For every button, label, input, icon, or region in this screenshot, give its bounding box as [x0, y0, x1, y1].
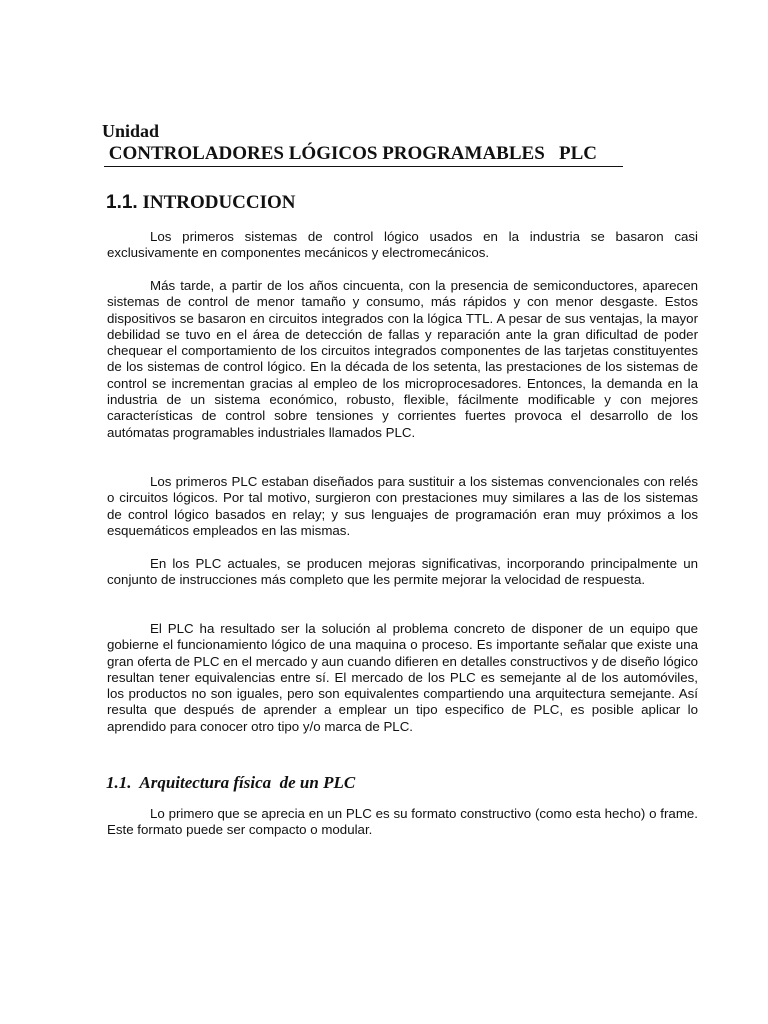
section-heading-introduccion — [106, 191, 296, 215]
section-heading-arquitectura: 1.1. Arquitectura física de un PLC — [106, 773, 356, 792]
paragraph-2: Más tarde, a partir de los años cincuenta, con la presencia de semiconductores, aparecen sistemas de control de menor tamaño y consumo, más rápidos y con menor desgaste. Estos dispositivos se basaron en circuitos integrados con la lógica TTL. A pesar de sus ventajas, la mayor debilidad se tuvo en el área de detección de fallas y reparación ante la gran dificultad de poder chequear el comportamiento de los circuitos integrados componentes de las tarjetas constituyentes de los sistemas de control lógico. En la década de los setenta, las prestaciones de los sistemas de control se incrementan gracias al empleo de los microprocesadores. Entonces, la demanda en la industria de un sistema económico, robusto, flexible, fácilmente modificable y con mejores características de control sobre tensiones y corrientes fuertes provoca el desarrollo de los autómatas programables industriales llamados PLC. — [107, 278, 698, 440]
main-title: CONTROLADORES LÓGICOS PROGRAMABLES PLC — [104, 143, 623, 167]
unit-label: Unidad — [102, 121, 160, 141]
paragraph-4: En los PLC actuales, se producen mejoras significativas, incorporando principalmente un conjunto de instrucciones más completo que les permite mejorar la velocidad de respuesta. — [107, 556, 698, 588]
paragraph-1: Los primeros sistemas de control lógico usados en la industria se basaron casi exclusivamente en componentes mecánicos y electromecánicos. — [107, 229, 698, 261]
paragraph-5: El PLC ha resultado ser la solución al problema concreto de disponer de un equipo que gobierne el funcionamiento lógico de una maquina o proceso. Es importante señalar que existe una gran oferta de PLC en el mercado y aun cuando difieren en detalles constructivos y de diseño lógico resultan tener equivalencias entre sí. El mercado de los PLC es semejante al de los automóviles, los productos no son iguales, pero son equivalentes compartiendo una arquitectura semejante. Así resulta que después de aprender a emplear un tipo especifico de PLC, es posible aplicar lo aprendido para conocer otro tipo y/o marca de PLC. — [107, 621, 698, 734]
paragraph-6: Lo primero que se aprecia en un PLC es su formato constructivo (como esta hecho) o frame. Este formato puede ser compacto o modular. — [107, 806, 698, 838]
paragraph-3: Los primeros PLC estaban diseñados para sustituir a los sistemas convencionales con relés o circuitos lógicos. Por tal motivo, surgieron con prestaciones muy similares a las de los sistemas de control lógico basados en relay; y sus lenguajes de programación eran muy próximos a los esquemáticos empleados en las mismas. — [107, 474, 698, 538]
section-number: 1.1. — [106, 192, 138, 213]
section-title: INTRODUCCION — [137, 192, 296, 213]
